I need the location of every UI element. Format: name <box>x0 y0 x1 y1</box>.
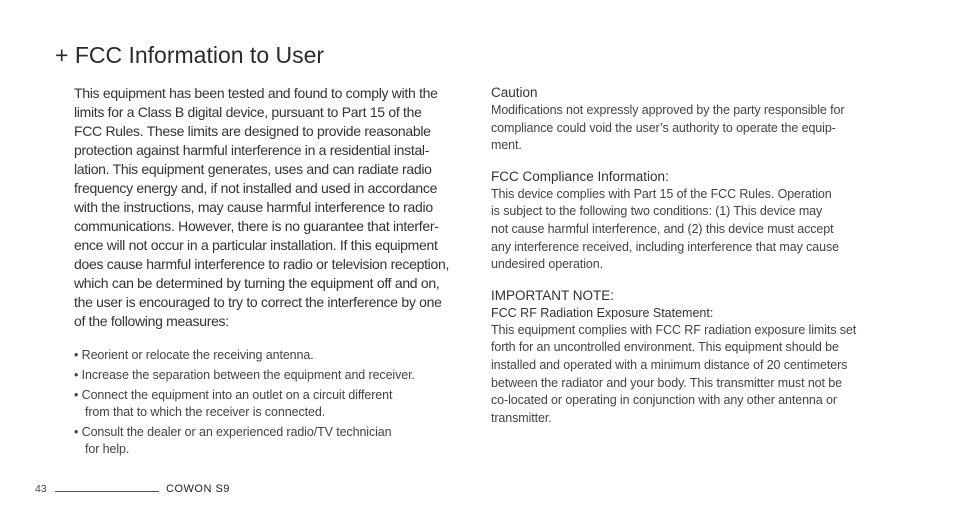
important-note-heading: IMPORTANT NOTE: <box>491 287 615 303</box>
page-footer <box>35 483 255 497</box>
page-title: + FCC Information to User <box>55 42 325 68</box>
page-number: 43 <box>35 483 47 495</box>
rf-exposure-paragraph: This equipment complies with FCC RF radiation exposure limits set forth for an uncontrolled environment. This equipment should be installed and operated with a minimum distance of 20 centimeters between the radiator and your body. This transmitter must not be co-located or operating in conjunction with any other antenna or transmitter. <box>491 322 857 425</box>
caution-paragraph: Modifications not expressly approved by the party responsible for compliance could void the user’s authority to operate the equip- ment. <box>491 103 845 153</box>
list-item: • Consult the dealer or an experienced radio/TV technician for help. <box>74 425 392 456</box>
left-column <box>74 84 456 461</box>
intro-line: which can be determined by turning the equipment off and on, <box>74 275 440 291</box>
brand-label: COWON S9 <box>166 483 230 495</box>
right-column <box>491 84 901 427</box>
intro-line: frequency energy and, if not installed and used in accordance <box>74 180 438 196</box>
footer-divider <box>55 491 159 492</box>
intro-line: lation. This equipment generates, uses and can radiate radio <box>74 161 432 177</box>
intro-line: limits for a Class B digital device, pursuant to Part 15 of the <box>74 104 422 120</box>
list-item: • Connect the equipment into an outlet on a circuit different from that to which the receiver is connected. <box>74 388 393 419</box>
list-item: • Increase the separation between the equipment and receiver. <box>74 368 415 382</box>
intro-paragraph <box>74 84 456 331</box>
intro-line: the user is encouraged to try to correct the interference by one <box>74 294 442 310</box>
intro-line: protection against harmful interference in a residential instal- <box>74 142 430 158</box>
intro-line: ence will not occur in a particular installation. If this equipment <box>74 237 438 253</box>
intro-line: FCC Rules. These limits are designed to provide reasonable <box>74 123 431 139</box>
rf-exposure-subheading: FCC RF Radiation Exposure Statement: <box>491 305 714 320</box>
caution-heading: Caution <box>491 85 538 100</box>
compliance-paragraph: This device complies with Part 15 of the FCC Rules. Operation is subject to the following two conditions: (1) This device may not cause harmful interference, and (2) this device must accept any interference received, including interference that may cause undesired operation. <box>491 186 839 272</box>
list-item: • Reorient or relocate the receiving antenna. <box>74 348 314 362</box>
intro-line: does cause harmful interference to radio or television reception, <box>74 256 450 272</box>
intro-line: communications. However, there is no guarantee that interfer- <box>74 218 439 234</box>
compliance-heading: FCC Compliance Information: <box>491 168 669 184</box>
intro-line: This equipment has been tested and found to comply with the <box>74 85 438 101</box>
intro-line: with the instructions, may cause harmful interference to radio <box>74 199 433 215</box>
measures-list <box>74 347 456 458</box>
intro-line: of the following measures: <box>74 313 229 329</box>
